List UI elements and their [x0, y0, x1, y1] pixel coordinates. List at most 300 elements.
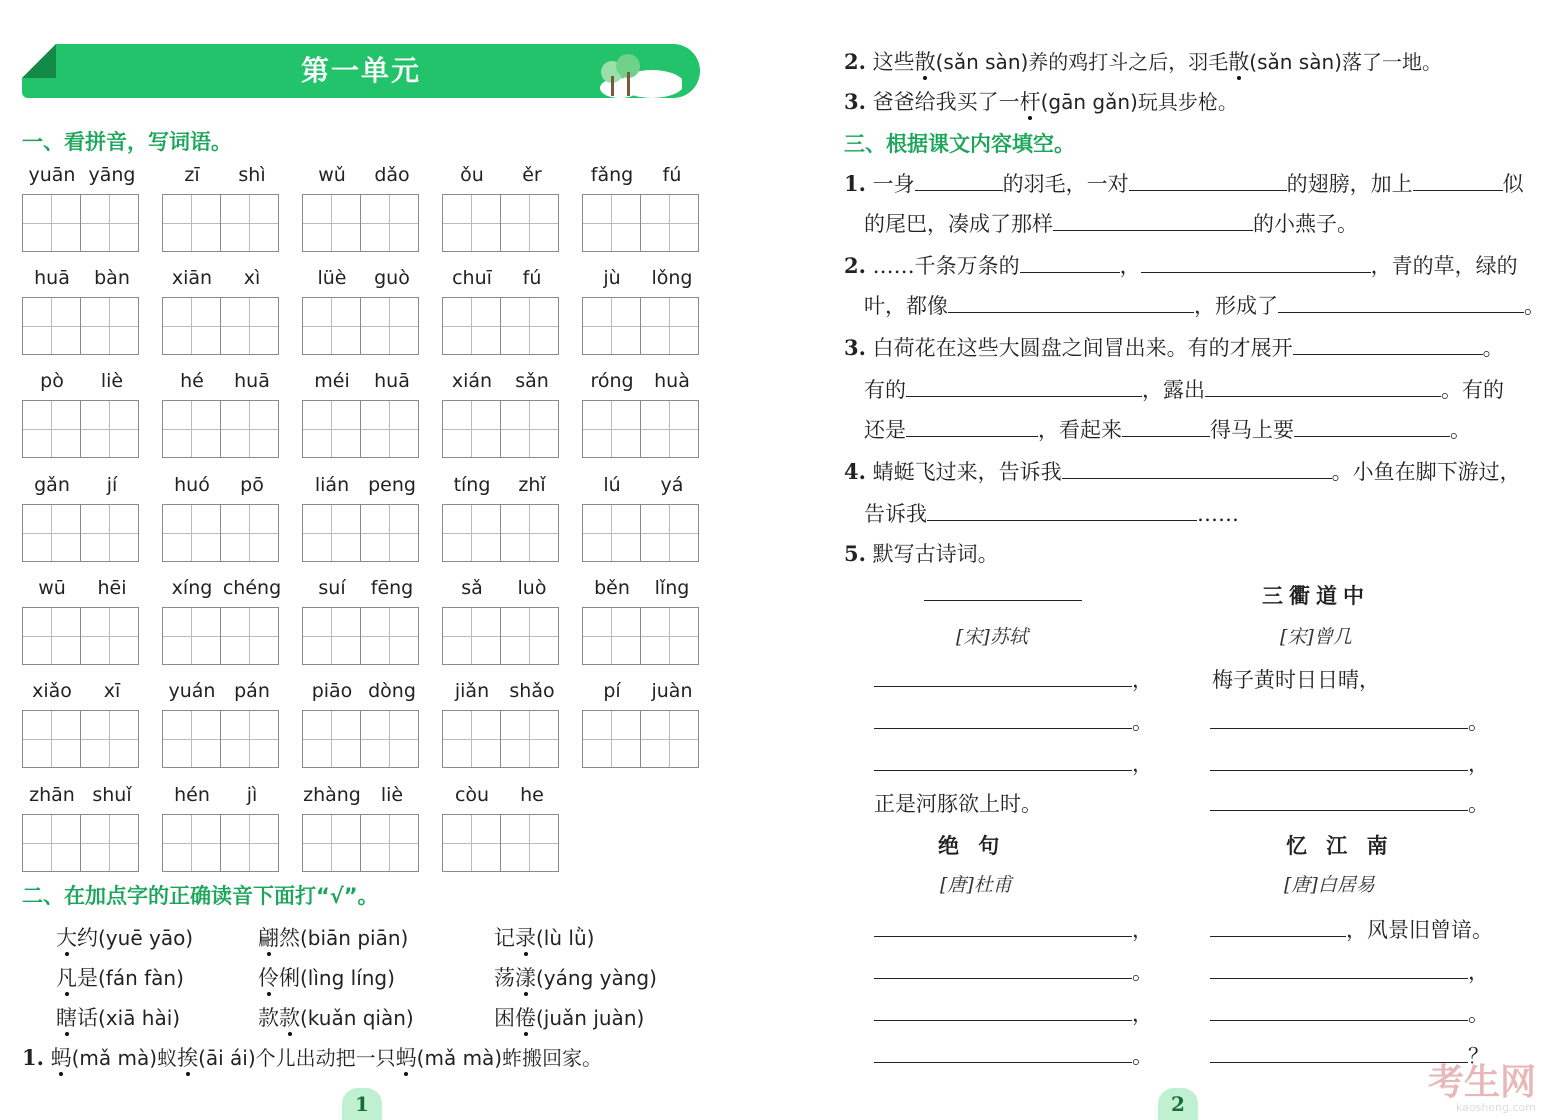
pinyin-label [302, 680, 422, 704]
pronunciation-item [258, 1002, 414, 1032]
word-char: 伶 [258, 966, 279, 990]
writing-cell[interactable] [500, 504, 559, 562]
pinyin-syllable: ěr [522, 164, 542, 186]
pinyin-item [442, 577, 562, 667]
pinyin-syllable: gǎn [34, 474, 70, 496]
word-char: 凡 [56, 966, 77, 990]
section3-title: 三、根据课文内容填空。 [844, 132, 1075, 156]
pinyin-syllable: huà [654, 370, 690, 392]
pinyin-item [582, 474, 702, 564]
writing-cell[interactable] [582, 504, 641, 562]
pinyin-item [582, 267, 702, 357]
pinyin-syllable: shǎo [509, 680, 555, 702]
writing-cell[interactable] [302, 814, 361, 872]
pinyin-syllable: sǎn [515, 370, 549, 392]
writing-cell[interactable] [360, 607, 419, 665]
blank[interactable] [906, 378, 1142, 397]
pinyin-syllable: jí [106, 474, 118, 496]
pinyin-syllable: piāo [311, 680, 353, 702]
pinyin-syllable: xì [243, 267, 261, 289]
poem4-author: [唐]白居易 [1284, 874, 1375, 896]
poem4-line2: ， [1210, 956, 1489, 986]
pinyin-item [22, 474, 142, 564]
word-char: 是 [77, 966, 98, 990]
blank[interactable] [1020, 254, 1120, 273]
writing-cell[interactable] [220, 710, 279, 768]
writing-cell[interactable] [302, 607, 361, 665]
poem1-line4: 正是河豚欲上时。 [874, 792, 1042, 816]
writing-cell[interactable] [442, 194, 501, 252]
writing-cell[interactable] [500, 814, 559, 872]
pinyin-syllable: xiǎo [32, 680, 72, 702]
s3-q4-line2: 告诉我 …… [864, 502, 1239, 526]
pinyin-syllable: ǒu [460, 164, 484, 186]
word-char: 漾 [515, 966, 536, 990]
blank[interactable] [874, 710, 1132, 729]
unit-title: 第一单元 [300, 54, 421, 87]
writing-cell[interactable] [162, 504, 221, 562]
writing-cell[interactable] [80, 400, 139, 458]
pinyin-syllable: liè [380, 784, 404, 806]
blank[interactable] [1294, 418, 1450, 437]
pinyin-label [162, 577, 282, 601]
writing-cell[interactable] [640, 710, 699, 768]
pinyin-syllable: còu [454, 784, 490, 806]
pinyin-label [22, 474, 142, 498]
pinyin-label [22, 370, 142, 394]
writing-cell[interactable] [640, 400, 699, 458]
pinyin-item [22, 164, 142, 254]
pinyin-item [302, 474, 422, 564]
s3-q1-line1: 1. 一身 的羽毛，一对 的翅膀，加上 似 [844, 171, 1524, 196]
writing-cell[interactable] [22, 814, 81, 872]
pinyin-syllable: jiǎn [454, 680, 490, 702]
pinyin-syllable: wū [38, 577, 66, 599]
pinyin-item [162, 680, 282, 770]
writing-cell[interactable] [220, 607, 279, 665]
pinyin-options[interactable]: (kuǎn qiàn) [300, 1006, 414, 1030]
blank[interactable] [1278, 294, 1524, 313]
pinyin-syllable: huā [34, 267, 70, 289]
section1-title: 一、看拼音，写词语。 [22, 130, 232, 154]
writing-cell[interactable] [500, 297, 559, 355]
pinyin-syllable: luò [517, 577, 547, 599]
pinyin-syllable: huā [374, 370, 410, 392]
pinyin-syllable: wǔ [318, 164, 346, 186]
writing-cell[interactable] [360, 297, 419, 355]
pinyin-syllable: méi [314, 370, 350, 392]
pinyin-label [22, 164, 142, 188]
pinyin-item [22, 784, 142, 874]
pinyin-item [162, 784, 282, 874]
pinyin-syllable: jù [603, 267, 621, 289]
pinyin-item [582, 577, 702, 667]
blank[interactable] [1210, 752, 1468, 771]
writing-cell[interactable] [80, 814, 139, 872]
pinyin-label [582, 680, 702, 704]
blank[interactable] [874, 752, 1132, 771]
pronunciation-item [258, 962, 395, 992]
writing-cell[interactable] [220, 400, 279, 458]
writing-cell[interactable] [640, 297, 699, 355]
pinyin-syllable: he [520, 784, 544, 806]
writing-cell[interactable] [162, 607, 221, 665]
pinyin-syllable: pō [240, 474, 264, 496]
pronunciation-item [56, 1002, 180, 1032]
writing-cell[interactable] [22, 504, 81, 562]
pinyin-syllable: pò [40, 370, 64, 392]
pinyin-label [22, 784, 142, 808]
writing-cell[interactable] [442, 297, 501, 355]
pinyin-syllable: xī [103, 680, 121, 702]
pinyin-item [442, 164, 562, 254]
writing-cell[interactable] [80, 194, 139, 252]
pinyin-syllable: yuán [168, 680, 216, 702]
pinyin-syllable: lǒng [651, 267, 693, 289]
blank[interactable] [1210, 918, 1346, 937]
pinyin-syllable: huā [234, 370, 270, 392]
word-char: 大 [56, 926, 77, 950]
pinyin-options[interactable]: (yáng yàng) [536, 966, 657, 990]
pinyin-item [162, 474, 282, 564]
pinyin-syllable: lüè [317, 267, 347, 289]
s3-q5: 5. 默写古诗词。 [844, 541, 999, 566]
word-char: 约 [77, 926, 98, 950]
pinyin-label [162, 474, 282, 498]
writing-cell[interactable] [500, 400, 559, 458]
blank[interactable] [1122, 418, 1210, 437]
writing-cell[interactable] [360, 194, 419, 252]
s3-q4-line1: 4. 蜻蜓飞过来，告诉我 。小鱼在脚下游过， [844, 459, 1521, 484]
writing-cell[interactable] [220, 504, 279, 562]
writing-cell[interactable] [582, 607, 641, 665]
blank[interactable] [1205, 378, 1441, 397]
pinyin-options[interactable]: (fán fàn) [98, 966, 184, 990]
poem2-author: [宋]曾几 [1280, 626, 1352, 648]
word-char: 瞎 [56, 1006, 77, 1030]
writing-cell[interactable] [80, 607, 139, 665]
pinyin-syllable: bàn [94, 267, 130, 289]
writing-cell[interactable] [582, 194, 641, 252]
pinyin-label [302, 164, 422, 188]
poem3-line2: 。 [874, 956, 1153, 986]
writing-cell[interactable] [302, 194, 361, 252]
blank[interactable] [874, 1002, 1132, 1021]
pinyin-syllable: zī [184, 164, 200, 186]
blank[interactable] [1293, 336, 1483, 355]
writing-cell[interactable] [582, 297, 641, 355]
blank[interactable] [1141, 254, 1371, 273]
pinyin-item [22, 680, 142, 770]
pinyin-label [442, 680, 562, 704]
pinyin-syllable: hén [174, 784, 210, 806]
pinyin-item [162, 267, 282, 357]
pinyin-item [162, 370, 282, 460]
pinyin-options[interactable]: (xiā hài) [98, 1006, 181, 1030]
page-number-left: 1 [342, 1088, 382, 1120]
poem3-line1: ， [874, 914, 1153, 944]
writing-cell[interactable] [302, 400, 361, 458]
pinyin-syllable: tíng [453, 474, 491, 496]
blank[interactable] [1413, 172, 1503, 191]
pinyin-item [442, 680, 562, 770]
s3-q2-line2: 叶，都像 ，形成了 。 [864, 294, 1545, 318]
writing-cell[interactable] [442, 400, 501, 458]
unit-banner [22, 44, 700, 98]
pinyin-syllable: lú [603, 474, 621, 496]
writing-cell[interactable] [442, 607, 501, 665]
pinyin-item [302, 577, 422, 667]
poem2-line2: 。 [1210, 706, 1489, 736]
pinyin-label [22, 577, 142, 601]
pinyin-label [442, 784, 562, 808]
pinyin-label [162, 370, 282, 394]
pinyin-label [302, 474, 422, 498]
pinyin-syllable: lián [314, 474, 350, 496]
poem4-line4: ？ [1210, 1040, 1489, 1070]
pinyin-syllable: zhǐ [518, 474, 546, 496]
writing-cell[interactable] [220, 814, 279, 872]
writing-cell[interactable] [360, 710, 419, 768]
pinyin-item [442, 370, 562, 460]
pinyin-label [442, 474, 562, 498]
word-char: 翩 [258, 926, 279, 950]
blank[interactable] [906, 418, 1038, 437]
pinyin-label [162, 267, 282, 291]
pinyin-syllable: chuī [452, 267, 492, 289]
pinyin-syllable: pán [234, 680, 270, 702]
pinyin-syllable: shuǐ [92, 784, 132, 806]
writing-cell[interactable] [640, 607, 699, 665]
pinyin-syllable: hé [180, 370, 204, 392]
poem1-line2: 。 [874, 706, 1153, 736]
writing-cell[interactable] [22, 297, 81, 355]
pinyin-syllable: huó [174, 474, 210, 496]
poem2-line4: 。 [1210, 788, 1489, 818]
s3-q3-line2: 有的 ，露出 。有的 [864, 378, 1504, 402]
blank[interactable] [1210, 710, 1468, 729]
pinyin-item [22, 370, 142, 460]
poem2-line3: ， [1210, 748, 1489, 778]
writing-cell[interactable] [302, 504, 361, 562]
pinyin-syllable: yá [660, 474, 684, 496]
writing-cell[interactable] [220, 297, 279, 355]
blank[interactable] [1053, 212, 1253, 231]
blank[interactable] [1129, 172, 1287, 191]
pinyin-syllable: juàn [651, 680, 693, 702]
pinyin-syllable: guò [374, 267, 410, 289]
writing-cell[interactable] [582, 710, 641, 768]
blank[interactable] [948, 294, 1194, 313]
pinyin-syllable: fú [522, 267, 542, 289]
pinyin-label [302, 577, 422, 601]
pinyin-label [162, 164, 282, 188]
writing-cell[interactable] [22, 607, 81, 665]
word-char: 困 [494, 1006, 515, 1030]
word-char: 俐 [279, 966, 300, 990]
s2-question-2: 2. 这些散(sǎn sàn)养的鸡打斗之后，羽毛散(sǎn sàn)落了一地。 [844, 49, 1442, 74]
pinyin-options[interactable]: (juǎn juàn) [536, 1006, 645, 1030]
pinyin-options[interactable]: (lìng líng) [300, 966, 395, 990]
pinyin-syllable: zhàng [303, 784, 361, 806]
pinyin-item [582, 370, 702, 460]
pinyin-item [302, 680, 422, 770]
page-number-right: 2 [1158, 1088, 1198, 1120]
pinyin-syllable: yuān [28, 164, 76, 186]
s3-q2-line1: 2. ……千条万条的 ， ，青的草，绿的 [844, 253, 1518, 278]
pinyin-label [442, 370, 562, 394]
writing-cell[interactable] [22, 400, 81, 458]
pinyin-item [302, 370, 422, 460]
writing-cell[interactable] [22, 194, 81, 252]
blank[interactable] [874, 1044, 1132, 1063]
poem3-title: 绝 句 [938, 834, 1006, 858]
pinyin-syllable: xiān [171, 267, 213, 289]
pinyin-syllable: běn [594, 577, 630, 599]
blank[interactable] [1210, 792, 1468, 811]
pinyin-item [582, 680, 702, 770]
tree-cloud-icon [592, 52, 682, 98]
pinyin-item [442, 474, 562, 564]
writing-cell[interactable] [80, 297, 139, 355]
pinyin-item [302, 784, 422, 874]
pinyin-label [162, 784, 282, 808]
pinyin-label [302, 267, 422, 291]
pinyin-syllable: sǎ [461, 577, 483, 599]
poem3-author: [唐]杜甫 [940, 874, 1012, 896]
pinyin-label [302, 370, 422, 394]
pinyin-label [302, 784, 422, 808]
poem1-line1: ， [874, 664, 1153, 694]
writing-cell[interactable] [640, 504, 699, 562]
writing-cell[interactable] [302, 297, 361, 355]
pinyin-item [442, 267, 562, 357]
writing-cell[interactable] [162, 814, 221, 872]
pinyin-label [582, 164, 702, 188]
pinyin-options[interactable]: (lù lǜ) [536, 926, 595, 950]
writing-cell[interactable] [22, 710, 81, 768]
pinyin-item [302, 267, 422, 357]
blank[interactable] [927, 502, 1197, 521]
pinyin-syllable: shì [238, 164, 266, 186]
blank[interactable] [1210, 1002, 1468, 1021]
word-char: 款 [258, 1006, 279, 1030]
pinyin-syllable: hēi [97, 577, 127, 599]
poem3-line4: 。 [874, 1040, 1153, 1070]
writing-cell[interactable] [162, 194, 221, 252]
word-char: 款 [279, 1006, 300, 1030]
writing-cell[interactable] [640, 194, 699, 252]
pinyin-options[interactable]: (biān piān) [300, 926, 409, 950]
blank[interactable] [1210, 960, 1468, 979]
pinyin-item [162, 577, 282, 667]
poem2-line1: 梅子黄时日日晴， [1212, 668, 1380, 692]
word-char: 倦 [515, 1006, 536, 1030]
word-char: 然 [279, 926, 300, 950]
pinyin-item [22, 267, 142, 357]
s3-q1-line2: 的尾巴，凑成了那样 的小燕子。 [864, 212, 1358, 236]
writing-cell[interactable] [360, 400, 419, 458]
writing-cell[interactable] [360, 504, 419, 562]
poem4-line1: ，风景旧曾谙。 [1210, 914, 1493, 944]
writing-cell[interactable] [302, 710, 361, 768]
pinyin-item [302, 164, 422, 254]
poem1-line3: ， [874, 748, 1153, 778]
pinyin-syllable: yāng [88, 164, 136, 186]
writing-cell[interactable] [80, 710, 139, 768]
writing-cell[interactable] [442, 710, 501, 768]
pinyin-syllable: fēng [370, 577, 414, 599]
blank[interactable] [874, 960, 1132, 979]
writing-cell[interactable] [500, 607, 559, 665]
pinyin-syllable: chéng [222, 577, 282, 599]
pinyin-label [582, 370, 702, 394]
writing-cell[interactable] [500, 710, 559, 768]
pinyin-syllable: xián [451, 370, 493, 392]
pronunciation-item [494, 922, 594, 952]
writing-cell[interactable] [162, 400, 221, 458]
pronunciation-item [56, 922, 193, 952]
writing-cell[interactable] [220, 194, 279, 252]
writing-cell[interactable] [162, 710, 221, 768]
poem1-title-blank[interactable] [924, 600, 1082, 601]
pinyin-syllable: dǎo [374, 164, 410, 186]
pinyin-label [582, 267, 702, 291]
pinyin-label [162, 680, 282, 704]
pronunciation-item [258, 922, 408, 952]
pinyin-item [162, 164, 282, 254]
pinyin-syllable: fú [662, 164, 682, 186]
writing-cell[interactable] [442, 504, 501, 562]
blank[interactable] [874, 918, 1132, 937]
writing-cell[interactable] [500, 194, 559, 252]
poem4-line3: 。 [1210, 998, 1489, 1028]
pronunciation-item [494, 1002, 644, 1032]
pinyin-syllable: fǎng [590, 164, 634, 186]
writing-cell[interactable] [442, 814, 501, 872]
pronunciation-item [494, 962, 657, 992]
pinyin-syllable: lǐng [654, 577, 690, 599]
pinyin-label [582, 474, 702, 498]
pinyin-options[interactable]: (yuē yāo) [98, 926, 194, 950]
blank[interactable] [874, 668, 1132, 687]
pronunciation-item [56, 962, 184, 992]
poem2-title: 三衢道中 [1262, 584, 1370, 608]
blank[interactable] [915, 172, 1003, 191]
pinyin-label [22, 267, 142, 291]
poem1-author: [宋]苏轼 [956, 626, 1028, 648]
poem3-line3: ， [874, 998, 1153, 1028]
s2-question-1: 1. 蚂(mǎ mà)蚁挨(āi ái)个儿出动把一只蚂(mǎ mà)蚱搬回家。 [22, 1045, 603, 1070]
writing-cell[interactable] [80, 504, 139, 562]
writing-cell[interactable] [162, 297, 221, 355]
pinyin-label [442, 164, 562, 188]
pinyin-syllable: suí [318, 577, 346, 599]
word-char: 荡 [494, 966, 515, 990]
pinyin-syllable: pí [603, 680, 621, 702]
writing-cell[interactable] [582, 400, 641, 458]
pinyin-item [22, 577, 142, 667]
pinyin-item [582, 164, 702, 254]
s3-q3-line1: 3. 白荷花在这些大圆盘之间冒出来。有的才展开 。 [844, 335, 1504, 360]
pinyin-syllable: róng [590, 370, 634, 392]
right-page [778, 0, 1556, 1120]
word-char: 话 [77, 1006, 98, 1030]
writing-cell[interactable] [360, 814, 419, 872]
blank[interactable] [1062, 460, 1332, 479]
pinyin-syllable: xíng [171, 577, 213, 599]
pinyin-label [22, 680, 142, 704]
